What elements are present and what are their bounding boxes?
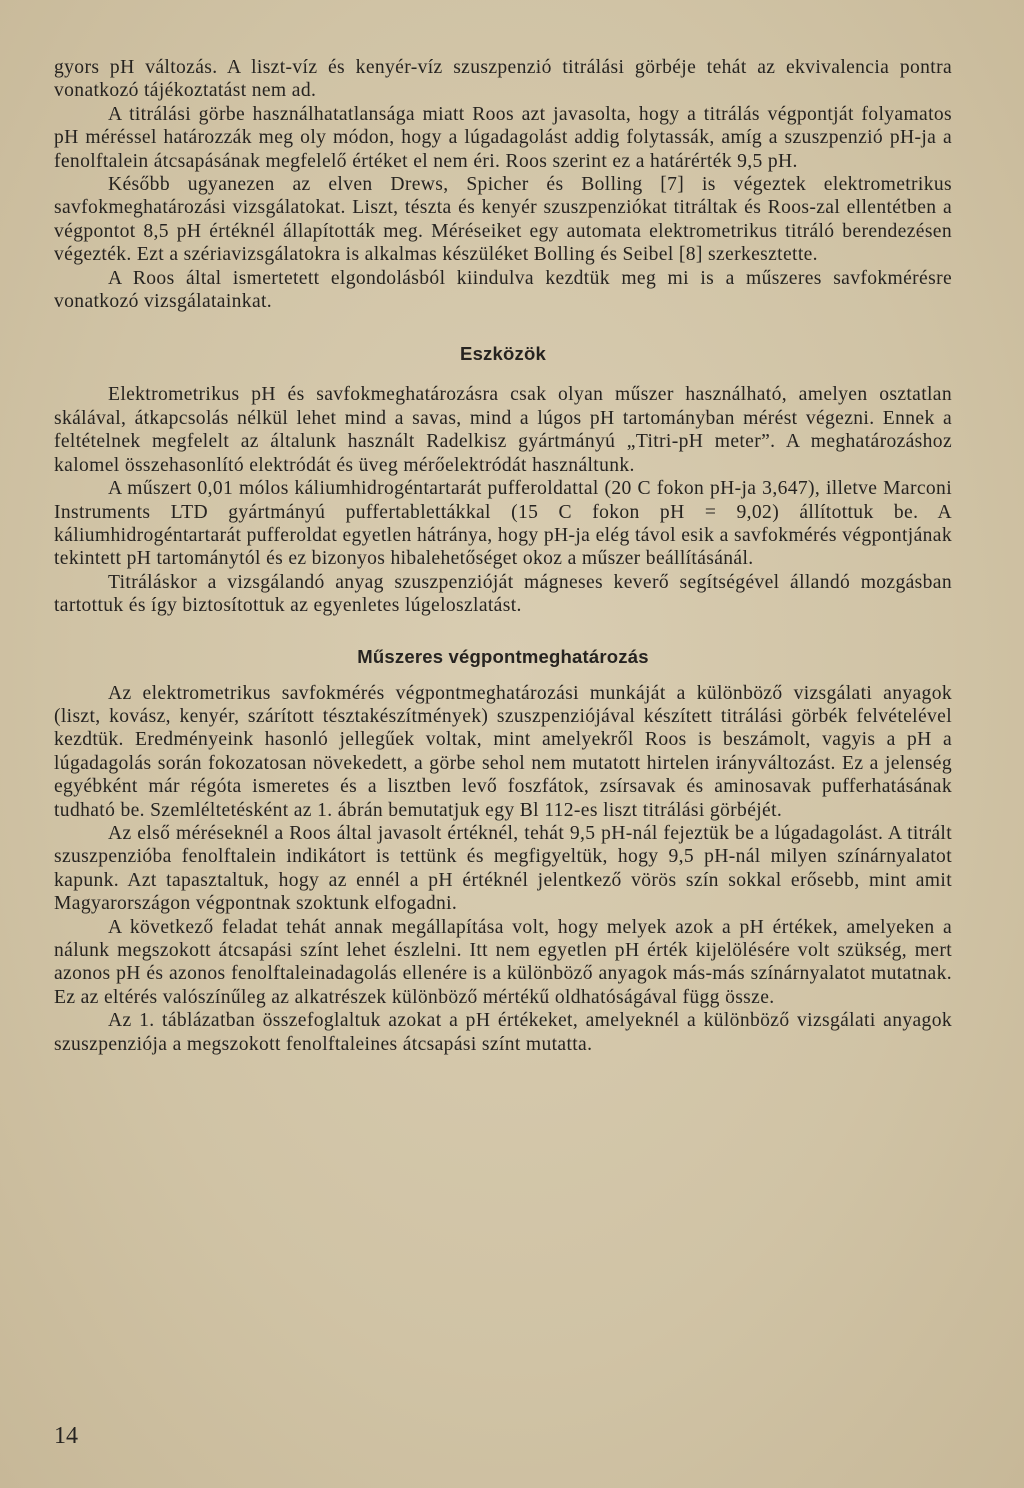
paragraph: Elektrometrikus pH és savfokmeghatározásra csak olyan műszer használható, amelyen osztatlan skálával, átkapcsolás nélkül lehet mind a savas, mind a lúgos pH tartományban mérést végezni. Ennek a feltételnek megfelelt az általunk használt Radelkisz gyártmányú „Titri-pH meter”. A meghatározáshoz kalomel összehasonlító elektródát és üveg mérőelektródát használtunk. bbox=[54, 384, 952, 476]
paragraph-group-vegpont bbox=[54, 682, 952, 1057]
page-content bbox=[54, 56, 952, 1056]
section-heading-vegpont: Műszeres végpontmeghatározás bbox=[357, 645, 649, 667]
paragraph-group-intro bbox=[54, 56, 952, 313]
paragraph-group-eszkozok bbox=[54, 383, 952, 617]
paragraph: Később ugyanezen az elven Drews, Spicher és Bolling [7] is végeztek elektrometrikus savfokmeghatározási vizsgálatokat. Liszt, tészta és kenyér szuszpenziókat titráltak és Roos-zal ellentétben a végpontot 8,5 pH értéknél állapították meg. Méréseiket egy automata elektrometrikus titráló berendezésen végezték. Ezt a szériavizsgálatokra is alkalmas készüléket Bolling és Seibel [8] szerkesztette. bbox=[54, 174, 952, 266]
paragraph: A titrálási görbe használhatatlansága miatt Roos azt javasolta, hogy a titrálás végpontját folyamatos pH méréssel határozzák meg oly módon, hogy a lúgadagolást addig folytassák, amíg a szuszpenzió pH-ja a fenolftalein átcsapásának megfelelő értéket el nem éri. Roos szerint ez a határérték 9,5 pH. bbox=[54, 103, 952, 172]
paragraph: Az elektrometrikus savfokmérés végpontmeghatározási munkáját a különböző vizsgálati anyagok (liszt, kovász, kenyér, szárított tésztakészítmények) szuszpenziójával készített titrálási görbék felvételével kezdtük. Eredményeink hasonló jellegűek voltak, mint amelyekről Roos is beszámolt, vagyis a pH a lúgadagolás során fokozatosan növekedett, a görbe sehol nem mutatott hirtelen irányváltozást. Ez a jelenség egyébként már régóta ismeretes és a lisztben levő foszfátok, zsírsavak és aminosavak pufferhatásának tudható be. Szemléltetésként az 1. ábrán bemutatjuk egy Bl 112-es liszt titrálási görbéjét. bbox=[54, 682, 952, 821]
paragraph: A Roos által ismertetett elgondolásból kiindulva kezdtük meg mi is a műszeres savfokmérésre vonatkozó vizsgálatainkat. bbox=[54, 267, 952, 313]
paragraph: Az 1. táblázatban összefoglaltuk azokat a pH értékeket, amelyeknél a különböző vizsgálati anyagok szuszpenziója a megszokott fenolftaleines átcsapási színt mutatta. bbox=[54, 1010, 952, 1055]
section-heading-eszkozok: Eszközök bbox=[460, 343, 546, 365]
paragraph: gyors pH változás. A liszt-víz és kenyér-víz szuszpenzió titrálási görbéje tehát az ekvivalencia pontra vonatkozó tájékoztatást nem ad. bbox=[54, 57, 952, 102]
page-number: 14 bbox=[54, 1423, 78, 1449]
paragraph: Titráláskor a vizsgálandó anyag szuszpenzióját mágneses keverő segítségével állandó mozgásban tartottuk és így biztosítottuk az egyenletes lúgeloszlatást. bbox=[54, 571, 952, 617]
paragraph: Az első méréseknél a Roos által javasolt értéknél, tehát 9,5 pH-nál fejeztük be a lúgadagolást. A titrált szuszpenzióba fenolftalein indikátort is tettünk és megfigyeltük, hogy 9,5 pH-nál milyen színárnyalatot kapunk. Azt tapasztaltuk, hogy az ennél a pH értéknél jelentkező vörös szín sokkal erősebb, mint amit Magyarországon végpontnak szoktunk elfogadni. bbox=[54, 822, 952, 915]
paragraph: A műszert 0,01 mólos káliumhidrogéntartarát pufferoldattal (20 C fokon pH-ja 3,647), illetve Marconi Instruments LTD gyártmányú puffertablettákkal (15 C fokon pH = 9,02) állítottuk be. A káliumhidrogéntartarát pufferoldat egyetlen hátránya, hogy pH-ja elég távol esik a savfokmérés végpontjának tekintett pH tartománytól és ez bizonyos hibalehetőséget okoz a műszer beállításánál. bbox=[54, 478, 952, 570]
paragraph: A következő feladat tehát annak megállapítása volt, hogy melyek azok a pH értékek, amelyeken a nálunk megszokott átcsapási színt lehet észlelni. Itt nem egyetlen pH érték kijelölésére volt szükség, mert azonos pH és azonos fenolftaleinadagolás ellenére is a különböző anyagok más-más színárnyalatot mutatnak. Ez az eltérés valószínűleg az alkatrészek különböző mértékű oldhatóságával függ össze. bbox=[54, 916, 952, 1008]
